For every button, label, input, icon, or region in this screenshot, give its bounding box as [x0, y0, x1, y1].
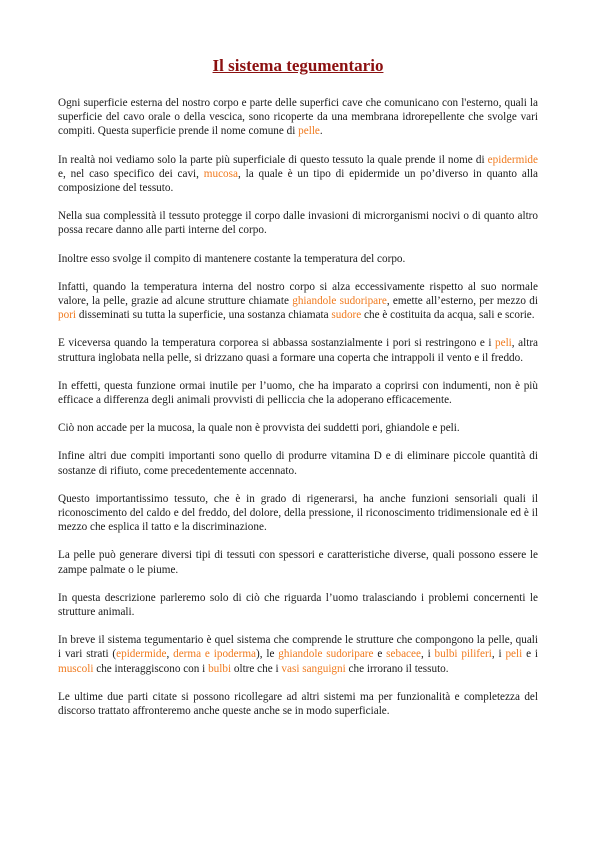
highlighted-term: sebacee	[386, 648, 421, 661]
paragraph-11	[58, 548, 538, 576]
highlighted-term: bulbi piliferi	[434, 648, 492, 661]
highlighted-term: pelle	[298, 125, 320, 138]
text-run: e, nel caso specifico dei cavi,	[58, 167, 204, 180]
highlighted-term: muscoli	[58, 662, 94, 675]
highlighted-term: ghiandole sudoripare	[292, 295, 387, 308]
text-run: ), le	[256, 648, 279, 661]
highlighted-term: vasi sanguigni	[281, 662, 346, 675]
paragraph-14	[58, 690, 538, 718]
text-run: Ogni superficie esterna del nostro corpo e parte delle superfici cave che comunicano con l'esterno, quali la superficie del cavo orale o della vescica, sono ricoperte da una membrana idrorepellente che svolge vari compiti. Questa superficie prende il nome comune di	[58, 97, 538, 138]
paragraph-6	[58, 336, 538, 364]
paragraph-12	[58, 591, 538, 619]
highlighted-term: derma e ipoderma	[173, 648, 256, 661]
text-run: Questo importantissimo tessuto, che è in grado di rigenerarsi, ha anche funzioni sensoriali quali il riconoscimento del caldo e del freddo, del dolore, della pressione, il riconoscimento tridimensionale ed è il mezzo che esplica il tatto e la discriminazione.	[58, 492, 538, 534]
paragraph-2	[58, 153, 538, 196]
text-run: La pelle può generare diversi tipi di tessuti con spessori e caratteristiche diverse, quali possono essere le zampe palmate o le piume.	[58, 549, 538, 576]
text-run: In breve il sistema tegumentario è quel sistema che comprende le strutture che compongono la pelle, quali i vari strati (	[58, 634, 538, 661]
text-run: , altra struttura inglobata nella pelle, si drizzano quasi a formare una coperta che intrappoli il vento e il freddo.	[58, 337, 539, 364]
text-run: , i	[491, 648, 506, 661]
highlighted-term: epidermide	[116, 648, 167, 661]
paragraph-7	[58, 379, 538, 407]
text-run: Infine altri due compiti importanti sono quello di produrre vitamina D e di eliminare piccole quantità di sostanze di rifiuto, come precedentemente accennato.	[58, 450, 538, 477]
page-title: Il sistema tegumentario	[212, 56, 384, 75]
text-run: In effetti, questa funzione ormai inutile per l’uomo, che ha imparato a coprirsi con indumenti, non è più efficace a differenza degli animali provvisti di pelliccia che la adoperano efficacemente.	[58, 379, 538, 407]
highlighted-term: mucosa	[203, 167, 238, 180]
text-run: In questa descrizione parleremo solo di ciò che riguarda l’uomo tralasciando i problemi concernenti le strutture animali.	[58, 591, 538, 619]
highlighted-term: peli	[505, 648, 523, 661]
paragraph-5	[58, 280, 538, 323]
highlighted-term: sudore	[331, 309, 362, 322]
text-run: .	[319, 125, 323, 138]
paragraph-13	[58, 633, 538, 676]
paragraph-9	[58, 449, 538, 477]
text-run: Le ultime due parti citate si possono ricollegare ad altri sistemi ma per funzionalità e completezza del discorso trattato affronteremo anche queste anche se in modo superficiale.	[58, 690, 538, 718]
paragraph-1	[58, 96, 538, 139]
paragraph-4	[58, 252, 538, 266]
text-run: In realtà noi vediamo solo la parte più superficiale di questo tessuto la quale prende il nome di	[58, 153, 488, 166]
document-body	[58, 96, 538, 718]
text-run: oltre che i	[231, 662, 282, 675]
text-run: Infatti, quando la temperatura interna del nostro corpo si alza eccessivamente rispetto al suo normale valore, la pelle, grazie ad alcune strutture chiamate	[58, 280, 538, 308]
text-run: E viceversa quando la temperatura corporea si abbassa sostanzialmente i pori si restringono e i	[58, 337, 496, 350]
text-run: , i	[420, 648, 435, 661]
text-run: che irrorano il tessuto.	[345, 662, 449, 675]
text-run: ,	[166, 648, 174, 661]
text-run: che interaggiscono con i	[93, 662, 209, 675]
text-run: Inoltre esso svolge il compito di mantenere costante la temperatura del corpo.	[58, 252, 406, 265]
highlighted-term: ghiandole sudoripare	[278, 648, 374, 661]
highlighted-term: bulbi	[208, 662, 232, 675]
text-run: Ciò non accade per la mucosa, la quale non è provvista dei suddetti pori, ghiandole e peli.	[58, 422, 460, 435]
highlighted-term: epidermide	[487, 153, 538, 166]
paragraph-8	[58, 421, 538, 435]
text-run: , la quale è un tipo di epidermide un po’diverso in quanto alla composizione del tessuto.	[58, 167, 538, 195]
highlighted-term: peli	[495, 337, 512, 350]
text-run: e i	[522, 648, 539, 661]
highlighted-term: pori	[58, 309, 77, 322]
text-run: e	[373, 648, 387, 661]
text-run: , emette all’esterno, per mezzo di	[386, 295, 538, 308]
text-run: Nella sua complessità il tessuto protegge il corpo dalle invasioni di microrganismi nocivi o di quanto altro possa recare danno alle parti interne del corpo.	[58, 210, 538, 237]
paragraph-3	[58, 209, 538, 237]
paragraph-10	[58, 492, 538, 535]
text-run: disseminati su tutta la superficie, una sostanza chiamata	[76, 309, 332, 322]
text-run: che è costituita da acqua, sali e scorie.	[361, 309, 535, 322]
